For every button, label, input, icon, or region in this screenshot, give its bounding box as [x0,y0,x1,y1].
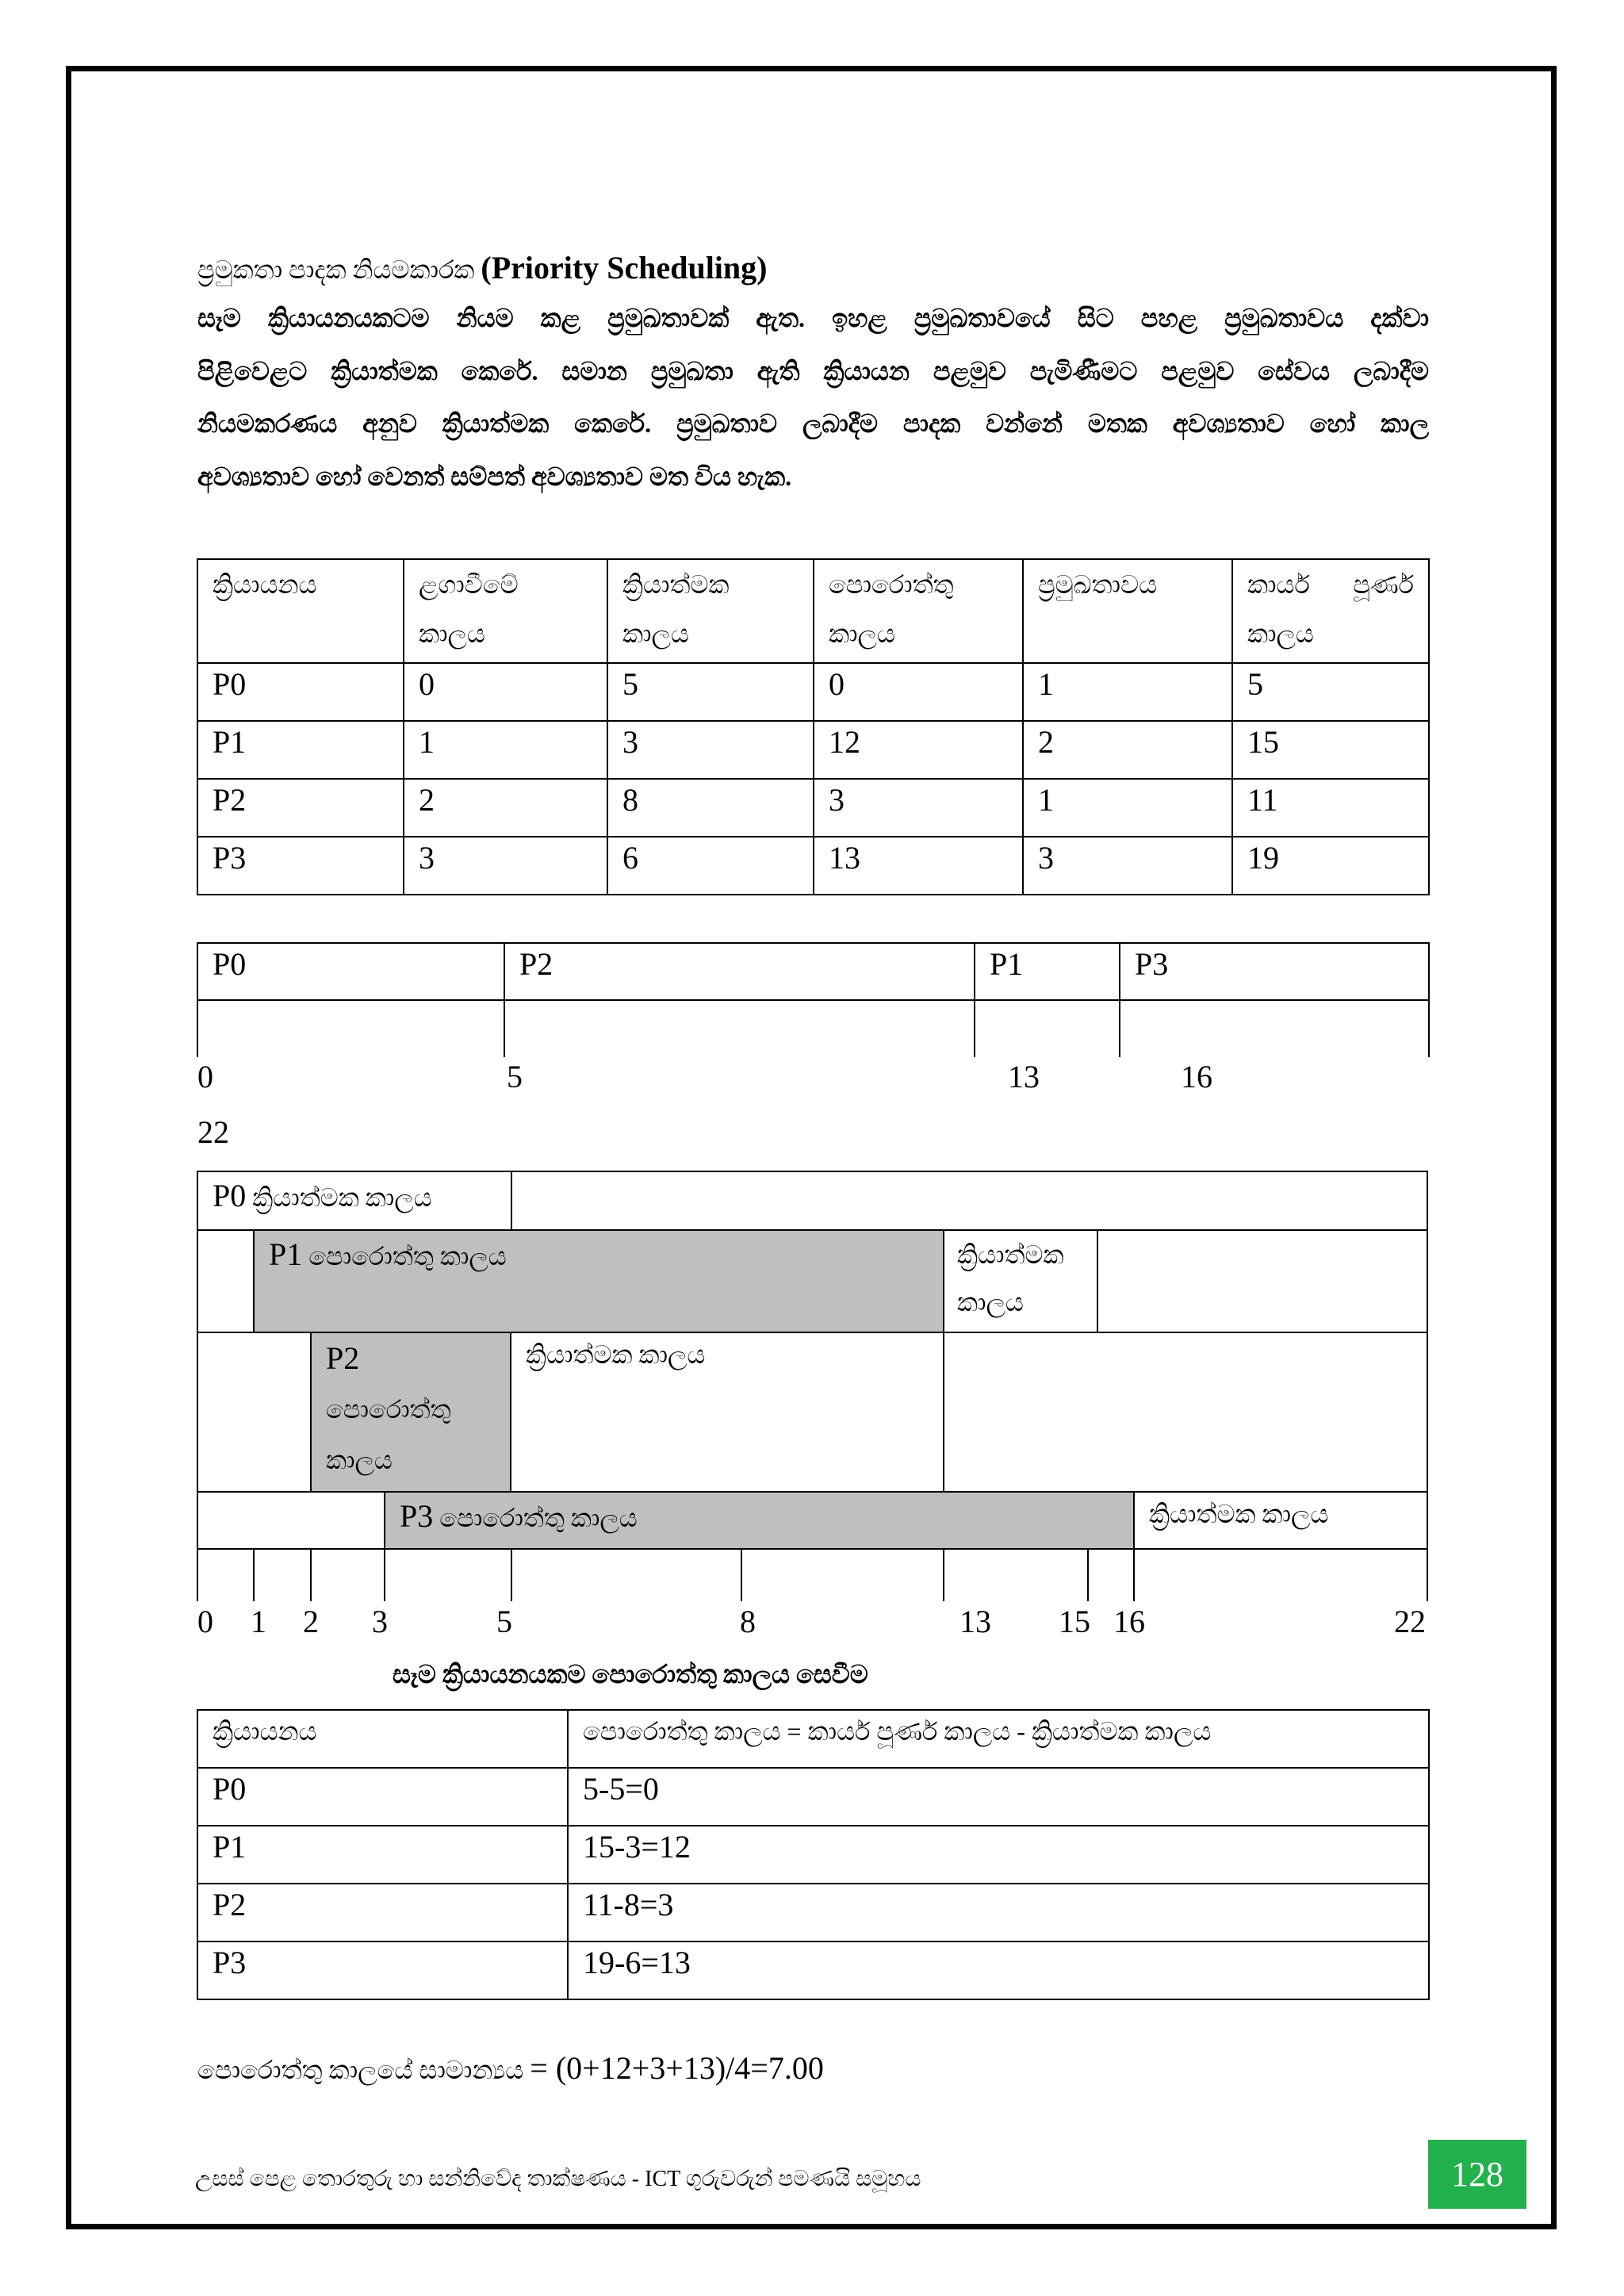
label-word: පොරොත්තු [326,1395,451,1424]
process-table-cell [814,663,1023,721]
intro-paragraph [197,292,1429,503]
process-id: P0 [213,1771,247,1807]
timeline-tick-label: 15 [1059,1604,1090,1639]
timeline-tick-label: 3 [372,1604,388,1639]
timeline-tick [943,1550,944,1601]
header-label-line: ක්‍රියාත්මක [622,570,730,599]
header-label-line: කාලය [419,619,485,648]
process-table-cell [197,721,404,779]
intro-line: සෑම ක්‍රියායනයකටම නියම කළ ප්‍රමුඛතාවක් ඇත. ඉහළ ප්‍රමුඛතාවයේ සිට පහළ ප්‍රමුඛතාවය දක්වා [197,304,1429,332]
cell-value: 3 [829,782,845,818]
timeline-tick-label: 8 [740,1604,756,1639]
process-table-cell [197,837,404,895]
average-waiting-time [197,2049,1429,2089]
cell-value: 2 [419,782,435,818]
label-word: කාලය [326,1446,393,1474]
process-table-cell [1023,663,1232,721]
gantt-tick-cell [197,1000,504,1057]
process-id: P1 [213,724,247,760]
header-label-line: ළගාවීමේ [419,570,519,599]
label-word: ක්‍රියාත්මක [957,1240,1064,1269]
timeline-tick-label: 2 [303,1604,319,1639]
gantt-time-label: 22 [197,1114,229,1150]
waiting-time-formula: 19-6=13 [583,1945,691,1980]
process-table-cell [1023,837,1232,895]
process-table-cell [1023,779,1232,837]
process-table-cell [404,721,607,779]
empty-segment [944,1333,1427,1491]
p1-waiting-segment [255,1231,944,1332]
gantt-segment [975,943,1120,1000]
section-title-sinhala: ප්‍රමුකතා පාදක නියමකාරක [197,255,475,284]
gantt-segment [197,943,504,1000]
cell-value: 5 [622,666,638,702]
gantt-process-label: P2 [519,946,553,982]
timeline-tick [197,1550,198,1601]
p2-execution-segment [511,1333,944,1491]
header-label-line: ක්‍රියායනය [213,570,317,599]
waiting-table-cell [197,1826,568,1884]
waiting-table-cell [568,1941,1429,1999]
waiting-table-cell [197,1941,568,1999]
cell-value: 3 [622,724,638,760]
header-label-line: පොරොත්තු [829,570,954,599]
cell-value: 19 [1247,840,1279,876]
process-table-cell [404,663,607,721]
empty-segment [198,1333,312,1491]
process-table-cell [1232,663,1429,721]
waiting-time-table-header-row [197,1710,1429,1768]
segment-label: ක්‍රියාත්මක කාලය [526,1340,706,1369]
process-table-cell [197,663,404,721]
cell-value: 0 [829,666,845,702]
process-id: P1 [213,1829,247,1865]
process-table-cell [404,779,607,837]
empty-segment [198,1231,255,1332]
process-table-header-cell [404,559,607,663]
process-table-cell [607,779,814,837]
cell-value: 1 [419,724,435,760]
intro-line: අවශ්‍යතාව හෝ වෙනත් සම්පත් අවශ්‍යතාව මත විය හැක. [197,462,792,491]
gantt-time-label: 5 [507,1059,523,1094]
p3-execution-segment [1135,1493,1427,1548]
process-table-cell [1232,779,1429,837]
gantt-process-row [197,943,1429,1000]
process-id: P2 [326,1340,360,1376]
cell-value: 15 [1247,724,1279,760]
waiting-time-formula: 5-5=0 [583,1771,659,1807]
gantt-tick-cell [975,1000,1120,1057]
gantt-time-label: 0 [197,1059,213,1094]
waiting-table-cell [568,1768,1429,1826]
segment-text [400,1493,1119,1542]
timeline-row-p2 [198,1333,1427,1493]
process-table-header-cell [197,559,404,663]
process-table-cell [607,663,814,721]
process-table-row [197,663,1429,721]
process-table-header-cell [814,559,1023,663]
process-table-row [197,779,1429,837]
process-table-cell [404,837,607,895]
timeline-row-p3 [198,1493,1427,1548]
waiting-table-row [197,1768,1429,1826]
waiting-table-cell [197,1884,568,1941]
process-table-cell [607,721,814,779]
section-title [197,246,1429,292]
cell-value: 2 [1038,724,1054,760]
gantt-segment [1120,943,1429,1000]
process-table-row [197,721,1429,779]
header-label-line: කාලය [829,619,895,648]
intro-line: පිළිවෙළට ක්‍රියාත්මක කෙරේ. සමාන ප්‍රමුඛතා ඇති ක්‍රියායන පළමුව පැමිණීමට පළමුව සේවය ලබාදීම [197,356,1429,385]
timeline-tick [1427,1550,1428,1601]
segment-text [213,1172,496,1221]
timeline-tick [511,1550,512,1601]
gantt-time-label: 16 [1181,1059,1212,1094]
p0-execution-segment [198,1172,512,1229]
cell-value: 1 [1038,782,1054,818]
cell-value: 3 [1038,840,1054,876]
cell-value: 13 [829,840,860,876]
waiting-time-diagram [197,1171,1428,1550]
process-table-cell [1232,721,1429,779]
cell-value: 11 [1247,782,1278,818]
timeline-tick [741,1550,742,1601]
process-id: P3 [213,1945,247,1980]
waiting-time-table-body [197,1710,1429,1999]
segment-label [326,1384,496,1485]
segment-label [957,1231,1087,1326]
segment-text [269,1231,929,1280]
p3-waiting-segment [385,1493,1135,1548]
process-table-body [197,559,1429,895]
timeline-tick-label: 13 [959,1604,991,1639]
waiting-time-formula: 11-8=3 [583,1887,674,1922]
timeline-tick-label: 22 [1394,1604,1426,1639]
page-number-badge: 128 [1428,2140,1526,2209]
process-id: P2 [213,782,247,818]
segment-label: පොරොත්තු කාලය [439,1504,638,1532]
cell-value: 6 [622,840,638,876]
footer-text: උසස් පෙළ තොරතුරු හා සන්නිවේද තාක්ෂණය - ICT ගුරුවරුන් පමණයි සමූහය [195,2167,921,2191]
timeline-tick [1133,1550,1135,1601]
process-id: P3 [213,840,247,876]
process-id: P0 [213,666,247,702]
waiting-table-row [197,1884,1429,1941]
waiting-time-caption: සෑම ක්‍රියායනයකම පොරොත්තු කාලය සෙවීම [393,1660,868,1688]
process-table-cell [814,721,1023,779]
waiting-table-cell [197,1768,568,1826]
waiting-table-row [197,1826,1429,1884]
waiting-time-formula: 15-3=12 [583,1829,691,1865]
waiting-table-row [197,1941,1429,1999]
gantt-tick-row [197,1000,1429,1057]
process-table-cell [1232,837,1429,895]
gantt-process-label: P0 [213,946,247,982]
cell-value: 5 [1247,666,1263,702]
timeline-tick [384,1550,385,1601]
header-label-line: කාලය [1247,619,1314,648]
waiting-time-table [197,1709,1430,2000]
process-table-header-row [197,559,1429,663]
label-word: කාලය [957,1288,1024,1317]
process-table-cell [1023,721,1232,779]
segment-label: පොරොත්තු කාලය [308,1242,507,1271]
process-table-header-cell [607,559,814,663]
process-table [197,558,1430,895]
cell-value: 12 [829,724,860,760]
empty-segment [1098,1231,1427,1332]
empty-segment [512,1172,1427,1229]
waiting-table-cell [568,1884,1429,1941]
p2-waiting-segment [312,1333,511,1491]
cell-value: 3 [419,840,435,876]
p1-execution-segment [944,1231,1098,1332]
timeline-row-p0 [198,1172,1427,1231]
process-table-row [197,837,1429,895]
header-label-line: කාලය [622,619,689,648]
cell-value: 1 [1038,666,1054,702]
gantt-process-label: P1 [990,946,1024,982]
timeline-tick [253,1550,255,1601]
process-id: P3 [400,1498,434,1534]
timeline-tick-label: 5 [496,1604,512,1639]
section-title-english: (Priority Scheduling) [481,250,768,286]
cell-value: 8 [622,782,638,818]
timeline-row-p1 [198,1231,1427,1333]
process-id: P2 [213,1887,247,1922]
process-table-header-cell [1232,559,1429,663]
empty-segment [198,1493,385,1548]
header-label: ක්‍රියායනය [213,1717,317,1746]
header-label: පොරොත්තු කාලය = කාර්ය පූර්ණ කාලය - ක්‍රියාත්මක කාලය [583,1717,1212,1746]
timeline-tick-label: 16 [1113,1604,1145,1639]
header-label-line: ප්‍රමුඛතාවය [1038,570,1158,599]
waiting-table-header-cell [568,1710,1429,1768]
average-label: පොරොත්තු කාලයේ සාමාන්‍යය [197,2056,524,2084]
process-id: P0 [213,1178,247,1213]
gantt-segment [504,943,975,1000]
intro-line: නියමකරණය අනුව ක්‍රියාත්මක කෙරේ. ප්‍රමුඛතාව ලබාදීම පාදක වන්නේ මතක අවශ්‍යතාව හෝ කාල [197,409,1429,438]
process-id: P1 [269,1236,303,1272]
header-label-line: කාර්ය පූර්ණ [1247,570,1414,599]
timeline-tick [310,1550,312,1601]
gantt-chart [197,942,1430,1057]
process-table-cell [197,779,404,837]
waiting-table-header-cell [197,1710,568,1768]
gantt-tick-cell [1120,1000,1429,1057]
process-table-cell [814,837,1023,895]
process-table-cell [814,779,1023,837]
timeline-tick-label: 1 [251,1604,266,1639]
gantt-process-label: P3 [1135,946,1169,982]
segment-label: ක්‍රියාත්මක කාලය [252,1183,432,1212]
process-table-header-cell [1023,559,1232,663]
process-table-cell [607,837,814,895]
gantt-tick-cell [504,1000,975,1057]
waiting-table-cell [568,1826,1429,1884]
segment-label: ක්‍රියාත්මක කාලය [1149,1500,1329,1528]
gantt-time-label: 13 [1008,1059,1040,1094]
average-formula: = (0+12+3+13)/4=7.00 [530,2050,824,2086]
timeline-tick-label: 0 [197,1604,213,1639]
cell-value: 0 [419,666,435,702]
timeline-tick [1087,1550,1089,1601]
